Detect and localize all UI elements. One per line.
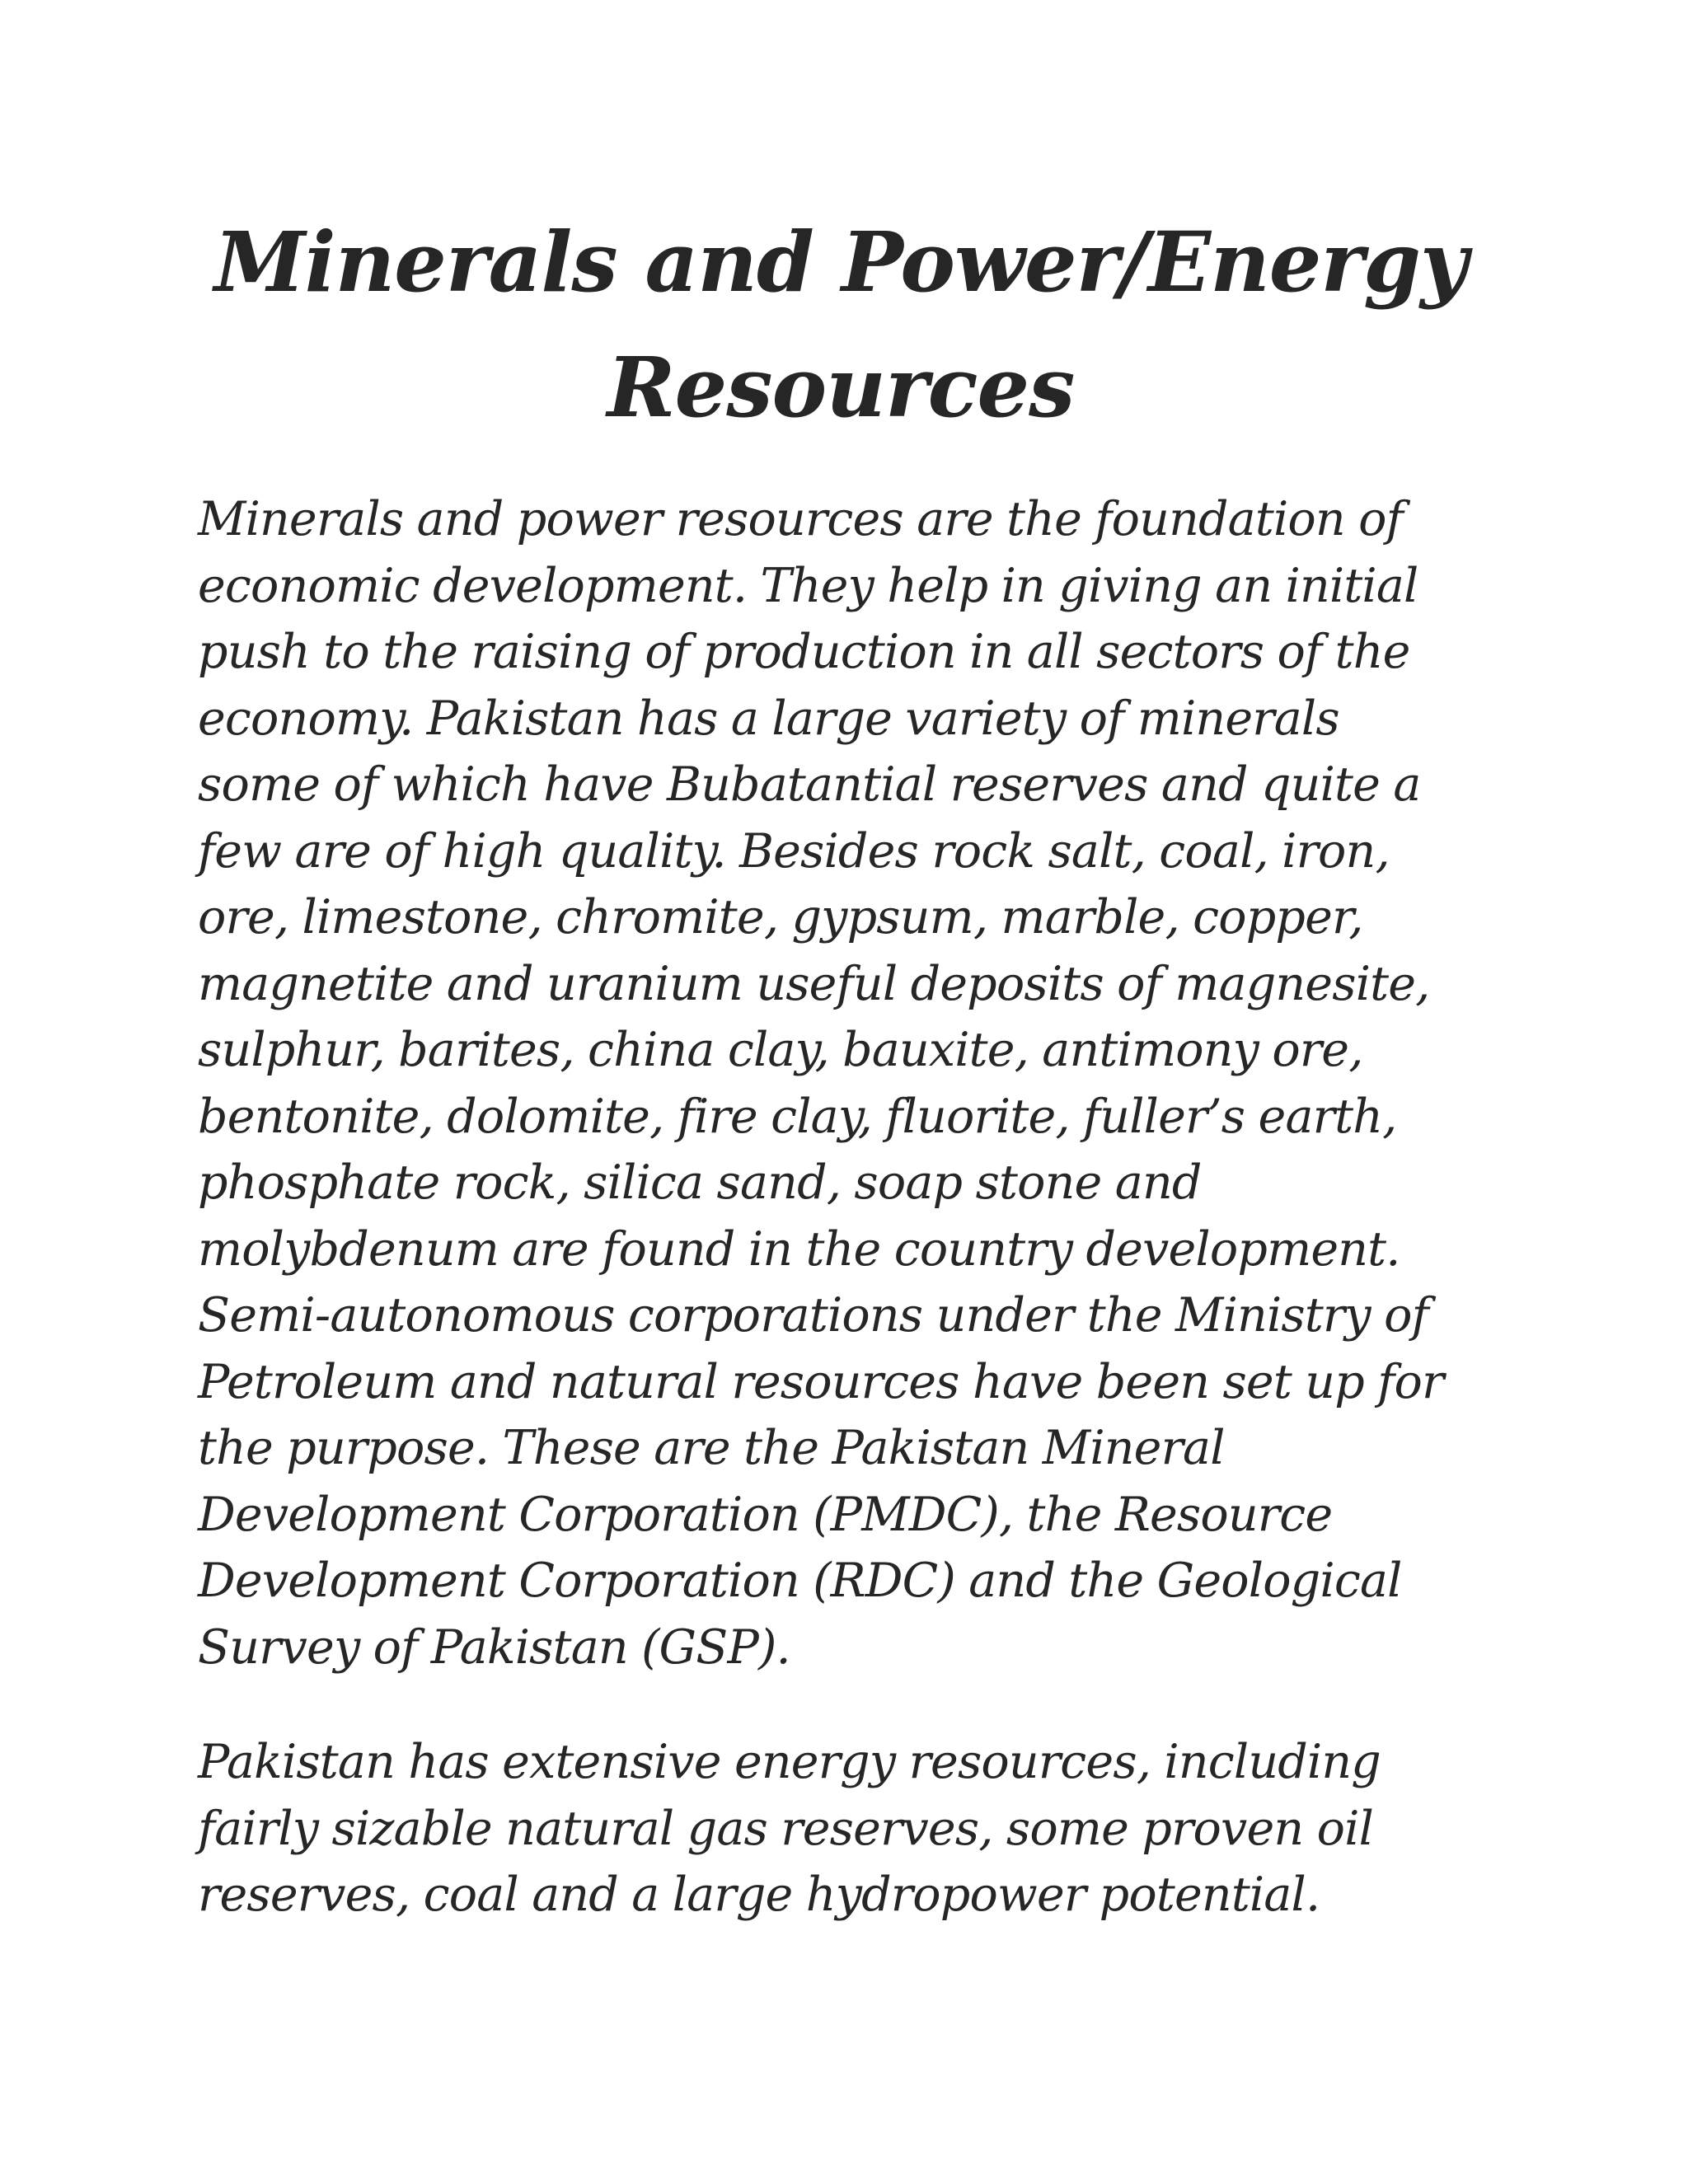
text-line: ore, limestone, chromite, gypsum, marble, copper,	[198, 890, 1363, 944]
text-line: Development Corporation (RDC) and the Geological	[198, 1554, 1402, 1608]
title-line: Minerals and Power/Energy	[213, 213, 1468, 311]
text-line: magnetite and uranium useful deposits of magnesite,	[198, 956, 1430, 1011]
text-line: Minerals and power resources are the foundation of	[198, 492, 1403, 546]
text-line: Semi-autonomous corporations under the Ministry of	[198, 1288, 1428, 1343]
text-line: the purpose. These are the Pakistan Mineral	[198, 1421, 1225, 1475]
text-line: economic development. They help in giving an initial	[198, 558, 1418, 613]
text-line: bentonite, dolomite, fire clay, fluorite, fuller’s earth,	[198, 1089, 1397, 1144]
text-line: some of which have Bubatantial reserves and quite a	[198, 757, 1421, 812]
text-line: phosphate rock, silica sand, soap stone and	[198, 1155, 1202, 1210]
text-line: push to the raising of production in all sectors of the	[198, 625, 1410, 679]
paragraph-energy	[198, 1729, 1484, 1929]
title-line: Resources	[607, 339, 1075, 436]
text-line: few are of high quality. Besides rock salt, coal, iron,	[198, 823, 1390, 879]
text-line: Petroleum and natural resources have been set up for	[198, 1354, 1444, 1409]
text-line: molybdenum are found in the country development.	[198, 1221, 1400, 1277]
text-line: reserves, coal and a large hydropower potential.	[198, 1868, 1320, 1922]
text-line: economy. Pakistan has a large variety of minerals	[198, 691, 1339, 746]
text-line: fairly sizable natural gas reserves, some proven oil	[198, 1801, 1373, 1856]
text-line: Survey of Pakistan (GSP).	[198, 1619, 790, 1675]
page-title	[165, 199, 1517, 450]
text-line: sulphur, barites, china clay, bauxite, antimony ore,	[198, 1023, 1363, 1077]
text-line: Development Corporation (PMDC), the Resource	[198, 1487, 1333, 1542]
paragraph-minerals	[198, 486, 1484, 1680]
text-line: Pakistan has extensive energy resources, including	[198, 1735, 1381, 1789]
